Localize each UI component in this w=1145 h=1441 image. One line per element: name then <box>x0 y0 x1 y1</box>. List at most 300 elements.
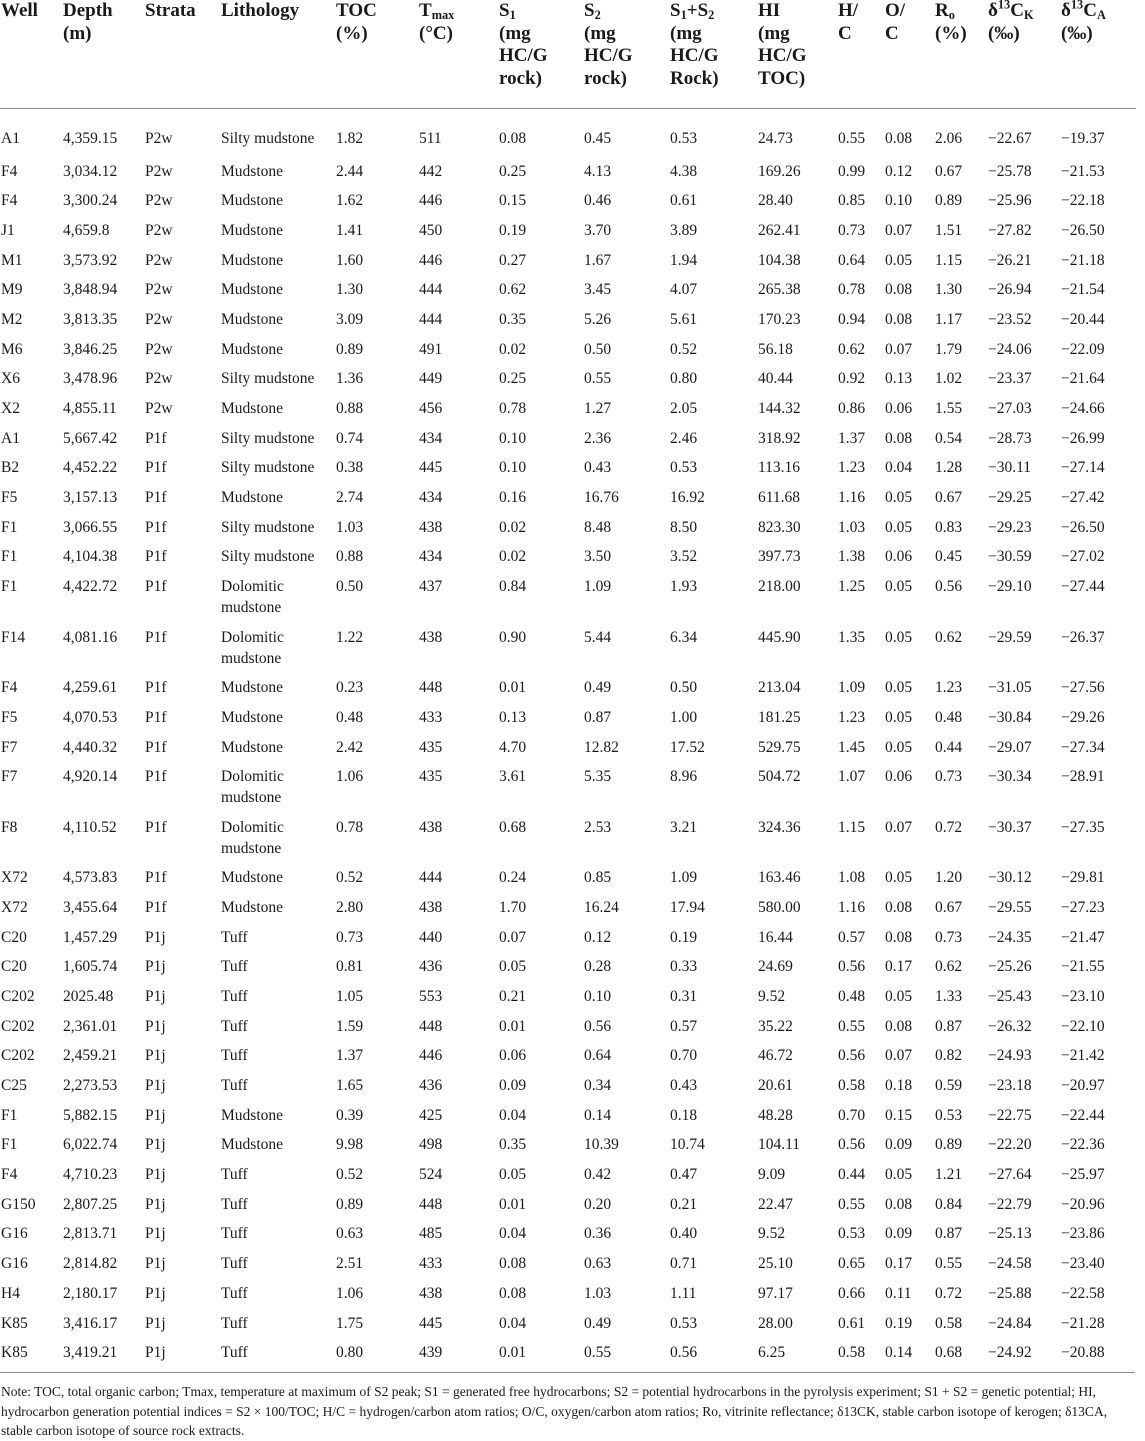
cell-ro: 1.23 <box>935 679 963 697</box>
table-row <box>0 813 1136 864</box>
cell-depth: 2,361.01 <box>63 1017 118 1035</box>
cell-d13ck: −25.78 <box>988 162 1032 180</box>
cell-s1: 0.84 <box>499 578 527 596</box>
cell-depth: 2,807.25 <box>63 1195 118 1213</box>
cell-hi: 823.30 <box>758 518 801 536</box>
cell-toc: 1.62 <box>336 192 364 210</box>
cell-well: F1 <box>1 548 18 566</box>
cell-hc: 0.65 <box>838 1255 866 1273</box>
cell-s2: 0.46 <box>584 192 612 210</box>
cell-s2: 16.76 <box>584 489 619 507</box>
cell-lithology: Dolomitic mudstone <box>221 578 284 617</box>
cell-hi: 48.28 <box>758 1106 793 1124</box>
cell-strata: P1j <box>145 1284 166 1302</box>
cell-d13ck: −24.93 <box>988 1047 1032 1065</box>
cell-toc: 1.60 <box>336 251 364 269</box>
cell-d13ca: −21.53 <box>1061 162 1105 180</box>
cell-oc: 0.10 <box>885 192 913 210</box>
cell-s2: 0.28 <box>584 958 612 976</box>
cell-d13ca: −28.91 <box>1061 768 1105 786</box>
table-row <box>0 453 1136 483</box>
cell-s1-plus-s2: 0.57 <box>670 1017 698 1035</box>
col-header-tmax: $T_{max}$ (°C) <box>419 0 499 108</box>
cell-s1-plus-s2: 1.93 <box>670 578 698 596</box>
cell-depth: 4,855.11 <box>63 400 117 417</box>
table-row <box>0 673 1136 703</box>
cell-d13ck: −23.37 <box>988 370 1032 388</box>
cell-d13ck: −26.21 <box>988 251 1032 269</box>
table-row <box>0 703 1136 733</box>
cell-d13ca: −22.10 <box>1061 1017 1105 1035</box>
cell-s2: 0.87 <box>584 708 612 726</box>
cell-d13ca: −26.50 <box>1061 221 1105 239</box>
cell-toc: 2.80 <box>336 898 364 916</box>
cell-s1-plus-s2: 3.89 <box>670 221 698 239</box>
cell-d13ck: −25.43 <box>988 987 1032 1005</box>
cell-depth: 3,300.24 <box>63 192 118 210</box>
cell-s1: 0.21 <box>499 987 527 1005</box>
cell-hc: 1.45 <box>838 738 866 756</box>
table-row <box>0 216 1136 246</box>
cell-s1: 0.25 <box>499 370 527 388</box>
cell-hc: 0.99 <box>838 162 866 180</box>
cell-s1: 0.04 <box>499 1225 527 1243</box>
cell-d13ca: −20.96 <box>1061 1195 1105 1213</box>
cell-d13ca: −27.56 <box>1061 679 1105 697</box>
table-row <box>0 623 1136 674</box>
cell-depth: 4,710.23 <box>63 1166 118 1184</box>
cell-d13ck: −29.59 <box>988 628 1032 646</box>
cell-depth: 2,273.53 <box>63 1077 118 1094</box>
col-header-d13ca: $\delta^{13}C_A$ (‰) <box>1061 0 1136 108</box>
cell-hi: 262.41 <box>758 221 801 239</box>
cell-lithology: Silty mudstone <box>221 129 315 147</box>
cell-strata: P2w <box>145 221 173 239</box>
cell-tmax: 439 <box>419 1344 443 1362</box>
cell-ro: 1.17 <box>935 310 963 328</box>
cell-well: B2 <box>1 459 20 477</box>
cell-d13ck: −29.23 <box>988 518 1032 536</box>
cell-toc: 0.39 <box>336 1106 364 1124</box>
cell-s1: 0.25 <box>499 162 527 180</box>
cell-lithology: Mudstone <box>221 1106 283 1124</box>
cell-tmax: 444 <box>419 310 443 328</box>
cell-well: F1 <box>1 518 18 536</box>
cell-lithology: Tuff <box>221 958 248 976</box>
cell-d13ca: −26.99 <box>1061 429 1105 447</box>
cell-well: G150 <box>1 1195 36 1213</box>
cell-d13ck: −29.55 <box>988 898 1032 916</box>
cell-toc: 1.05 <box>336 987 364 1005</box>
cell-s1-plus-s2: 1.11 <box>670 1284 697 1302</box>
cell-depth: 5,667.42 <box>63 429 118 447</box>
cell-s2: 0.43 <box>584 459 612 477</box>
cell-strata: P1f <box>145 429 167 447</box>
cell-hi: 104.11 <box>758 1136 801 1154</box>
cell-s1-plus-s2: 4.07 <box>670 281 698 299</box>
col-header-d13ck: $\delta^{13}C_K$ (‰) <box>988 0 1061 108</box>
cell-s1-plus-s2: 8.50 <box>670 518 698 536</box>
cell-ro: 0.73 <box>935 768 963 786</box>
cell-hc: 0.66 <box>838 1284 866 1302</box>
cell-hi: 46.72 <box>758 1047 793 1065</box>
cell-strata: P1j <box>145 1255 166 1273</box>
cell-oc: 0.04 <box>885 459 913 477</box>
cell-tmax: 425 <box>419 1106 443 1124</box>
cell-toc: 2.51 <box>336 1255 364 1273</box>
cell-s1-plus-s2: 5.61 <box>670 310 698 328</box>
cell-s2: 5.44 <box>584 628 612 646</box>
cell-ro: 0.58 <box>935 1314 963 1332</box>
cell-hc: 1.25 <box>838 578 866 596</box>
cell-toc: 0.63 <box>336 1225 364 1243</box>
cell-hi: 6.25 <box>758 1344 786 1362</box>
cell-oc: 0.05 <box>885 738 913 756</box>
cell-hi: 318.92 <box>758 429 801 447</box>
cell-hc: 1.15 <box>838 818 866 836</box>
cell-lithology: Dolomitic mudstone <box>221 818 284 857</box>
cell-hi: 24.73 <box>758 129 793 147</box>
cell-hc: 0.48 <box>838 987 866 1005</box>
cell-strata: P2w <box>145 400 173 417</box>
cell-toc: 9.98 <box>336 1136 364 1154</box>
cell-hc: 0.61 <box>838 1314 866 1332</box>
cell-oc: 0.09 <box>885 1136 913 1154</box>
cell-s2: 0.56 <box>584 1017 612 1035</box>
cell-hi: 580.00 <box>758 898 801 916</box>
cell-tmax: 438 <box>419 518 443 536</box>
cell-ro: 0.87 <box>935 1225 963 1243</box>
cell-hc: 0.73 <box>838 221 866 239</box>
cell-lithology: Mudstone <box>221 192 283 210</box>
cell-lithology: Tuff <box>221 1255 248 1273</box>
cell-well: F4 <box>1 162 18 180</box>
cell-well: F4 <box>1 679 18 697</box>
cell-tmax: 511 <box>419 129 442 147</box>
cell-toc: 0.48 <box>336 708 364 726</box>
cell-ro: 0.62 <box>935 628 963 646</box>
cell-depth: 4,259.61 <box>63 679 118 697</box>
cell-oc: 0.14 <box>885 1344 913 1362</box>
cell-ro: 0.72 <box>935 1284 963 1302</box>
cell-well: G16 <box>1 1255 28 1273</box>
cell-s1: 4.70 <box>499 738 527 756</box>
cell-s1: 0.62 <box>499 281 527 299</box>
cell-s1: 0.04 <box>499 1314 527 1332</box>
cell-toc: 2.42 <box>336 738 364 756</box>
cell-strata: P1f <box>145 628 167 646</box>
col-header-hi: HI (mg HC/G TOC) <box>758 0 838 108</box>
cell-tmax: 442 <box>419 162 443 180</box>
cell-d13ck: −31.05 <box>988 679 1032 697</box>
cell-strata: P2w <box>145 129 173 147</box>
cell-tmax: 434 <box>419 548 443 566</box>
cell-oc: 0.08 <box>885 281 913 299</box>
cell-ro: 0.56 <box>935 578 963 596</box>
cell-s1: 0.05 <box>499 958 527 976</box>
cell-hi: 9.09 <box>758 1166 786 1184</box>
cell-hi: 529.75 <box>758 738 801 756</box>
cell-d13ca: −23.10 <box>1061 987 1105 1005</box>
cell-lithology: Silty mudstone <box>221 459 315 477</box>
cell-oc: 0.05 <box>885 518 913 536</box>
cell-ro: 0.87 <box>935 1017 963 1035</box>
cell-toc: 0.81 <box>336 958 364 976</box>
cell-tmax: 456 <box>419 400 443 417</box>
cell-depth: 2,180.17 <box>63 1284 118 1302</box>
cell-d13ck: −24.35 <box>988 928 1032 946</box>
cell-tmax: 444 <box>419 281 443 299</box>
cell-hi: 56.18 <box>758 340 793 358</box>
cell-s1: 0.04 <box>499 1106 527 1124</box>
cell-s1: 0.13 <box>499 708 527 726</box>
cell-oc: 0.07 <box>885 340 913 358</box>
cell-well: C20 <box>1 928 27 946</box>
cell-s1: 0.08 <box>499 129 527 147</box>
cell-oc: 0.19 <box>885 1314 913 1332</box>
cell-hc: 1.35 <box>838 628 866 646</box>
cell-tmax: 485 <box>419 1225 443 1243</box>
cell-depth: 3,813.35 <box>63 310 118 328</box>
cell-depth: 6,022.74 <box>63 1136 118 1154</box>
cell-d13ca: −21.64 <box>1061 370 1105 388</box>
cell-ro: 0.44 <box>935 738 963 756</box>
cell-strata: P1j <box>145 1166 166 1184</box>
cell-tmax: 434 <box>419 429 443 447</box>
cell-hi: 20.61 <box>758 1077 793 1094</box>
cell-hc: 0.56 <box>838 1136 866 1154</box>
cell-s2: 0.42 <box>584 1166 612 1184</box>
cell-hi: 170.23 <box>758 310 801 328</box>
cell-lithology: Mudstone <box>221 898 283 916</box>
cell-d13ck: −27.64 <box>988 1166 1032 1184</box>
cell-tmax: 436 <box>419 958 443 976</box>
cell-s1-plus-s2: 1.94 <box>670 251 698 269</box>
table-row <box>0 1338 1136 1368</box>
cell-toc: 1.59 <box>336 1017 364 1035</box>
cell-strata: P1f <box>145 738 167 756</box>
cell-hc: 0.58 <box>838 1344 866 1362</box>
col-header-hc: H/ C <box>838 0 885 108</box>
cell-depth: 4,659.8 <box>63 221 110 239</box>
cell-d13ca: −27.42 <box>1061 489 1105 507</box>
cell-lithology: Mudstone <box>221 708 283 726</box>
cell-well: X72 <box>1 898 28 916</box>
cell-s2: 3.45 <box>584 281 612 299</box>
cell-well: F1 <box>1 1106 18 1124</box>
cell-ro: 1.02 <box>935 370 963 388</box>
cell-strata: P1j <box>145 1225 166 1243</box>
cell-lithology: Tuff <box>221 1017 248 1035</box>
cell-well: M1 <box>1 251 23 269</box>
cell-oc: 0.05 <box>885 708 913 726</box>
cell-d13ca: −21.55 <box>1061 958 1105 976</box>
col-header-s2: $S_2$ (mg HC/G rock) <box>584 0 670 108</box>
cell-d13ca: −27.35 <box>1061 818 1105 836</box>
cell-s1-plus-s2: 3.21 <box>670 818 698 836</box>
cell-depth: 4,070.53 <box>63 708 118 726</box>
cell-s1-plus-s2: 0.40 <box>670 1225 698 1243</box>
cell-hc: 1.38 <box>838 548 866 566</box>
cell-oc: 0.05 <box>885 251 913 269</box>
cell-d13ck: −26.94 <box>988 281 1032 299</box>
cell-oc: 0.06 <box>885 400 913 417</box>
cell-lithology: Tuff <box>221 1166 248 1184</box>
cell-tmax: 437 <box>419 578 443 596</box>
cell-hi: 265.38 <box>758 281 801 299</box>
cell-toc: 1.37 <box>336 1047 364 1065</box>
cell-d13ck: −23.18 <box>988 1077 1032 1094</box>
cell-oc: 0.09 <box>885 1225 913 1243</box>
cell-s1-plus-s2: 0.43 <box>670 1077 698 1094</box>
cell-well: F8 <box>1 818 18 836</box>
cell-hi: 169.26 <box>758 162 801 180</box>
cell-well: G16 <box>1 1225 28 1243</box>
cell-tmax: 445 <box>419 1314 443 1332</box>
cell-oc: 0.18 <box>885 1077 913 1094</box>
cell-well: K85 <box>1 1314 28 1332</box>
cell-strata: P1f <box>145 459 167 477</box>
cell-toc: 0.89 <box>336 340 364 358</box>
cell-hc: 0.64 <box>838 251 866 269</box>
cell-ro: 0.48 <box>935 708 963 726</box>
cell-ro: 0.72 <box>935 818 963 836</box>
cell-oc: 0.08 <box>885 1017 913 1035</box>
cell-toc: 0.23 <box>336 679 364 697</box>
cell-hc: 0.44 <box>838 1166 866 1184</box>
cell-oc: 0.05 <box>885 578 913 596</box>
cell-well: F1 <box>1 1136 18 1154</box>
cell-s2: 0.55 <box>584 370 612 388</box>
cell-s1: 0.02 <box>499 340 527 358</box>
cell-depth: 4,104.38 <box>63 548 118 566</box>
cell-s2: 4.13 <box>584 162 612 180</box>
cell-well: C20 <box>1 958 27 976</box>
cell-depth: 3,455.64 <box>63 898 118 916</box>
cell-hi: 9.52 <box>758 987 786 1005</box>
cell-hi: 97.17 <box>758 1284 793 1302</box>
cell-well: F7 <box>1 768 18 786</box>
table-bottom-rule <box>0 1372 1135 1373</box>
cell-depth: 3,066.55 <box>63 518 118 536</box>
cell-lithology: Silty mudstone <box>221 548 315 566</box>
cell-strata: P2w <box>145 370 173 388</box>
cell-strata: P1j <box>145 928 166 946</box>
cell-hc: 0.55 <box>838 1195 866 1213</box>
table-row <box>0 275 1136 305</box>
cell-d13ca: −26.50 <box>1061 518 1105 536</box>
cell-strata: P1f <box>145 578 167 596</box>
cell-oc: 0.17 <box>885 958 913 976</box>
cell-s2: 2.53 <box>584 818 612 836</box>
cell-strata: P2w <box>145 281 173 299</box>
cell-toc: 0.89 <box>336 1195 364 1213</box>
cell-s2: 12.82 <box>584 738 619 756</box>
cell-strata: P1f <box>145 818 167 836</box>
cell-hi: 113.16 <box>758 459 801 477</box>
cell-depth: 1,605.74 <box>63 958 118 976</box>
cell-well: X6 <box>1 370 20 388</box>
cell-hc: 0.53 <box>838 1225 866 1243</box>
cell-s1-plus-s2: 0.52 <box>670 340 698 358</box>
cell-s1-plus-s2: 0.19 <box>670 928 698 946</box>
cell-s1: 0.27 <box>499 251 527 269</box>
cell-well: J1 <box>1 221 15 239</box>
cell-toc: 0.52 <box>336 1166 364 1184</box>
cell-s1-plus-s2: 0.21 <box>670 1195 698 1213</box>
table-row <box>0 952 1136 982</box>
cell-depth: 4,359.15 <box>63 129 118 147</box>
cell-ro: 1.30 <box>935 281 963 299</box>
cell-hc: 0.58 <box>838 1077 866 1094</box>
cell-s2: 0.12 <box>584 928 612 946</box>
cell-lithology: Tuff <box>221 1284 248 1302</box>
cell-strata: P1j <box>145 1047 166 1065</box>
cell-s1: 0.90 <box>499 628 527 646</box>
cell-s1: 0.10 <box>499 459 527 477</box>
cell-hc: 0.78 <box>838 281 866 299</box>
cell-oc: 0.13 <box>885 370 913 388</box>
cell-s2: 1.03 <box>584 1284 612 1302</box>
cell-ro: 0.67 <box>935 489 963 507</box>
cell-tmax: 445 <box>419 459 443 477</box>
cell-s1: 0.78 <box>499 400 527 417</box>
table-row <box>0 157 1136 187</box>
cell-d13ck: −30.12 <box>988 869 1032 887</box>
cell-hi: 611.68 <box>758 489 801 507</box>
cell-toc: 2.74 <box>336 489 364 507</box>
cell-s1: 0.24 <box>499 869 527 887</box>
table-row <box>0 1309 1136 1339</box>
cell-d13ca: −21.18 <box>1061 251 1105 269</box>
cell-well: F1 <box>1 578 18 596</box>
cell-hi: 324.36 <box>758 818 801 836</box>
cell-s1-plus-s2: 10.74 <box>670 1136 705 1154</box>
cell-d13ca: −22.09 <box>1061 340 1105 358</box>
cell-d13ck: −24.84 <box>988 1314 1032 1332</box>
cell-s1: 0.06 <box>499 1047 527 1065</box>
cell-d13ca: −24.66 <box>1061 400 1105 417</box>
cell-d13ca: −27.14 <box>1061 459 1105 477</box>
cell-depth: 1,457.29 <box>63 928 118 946</box>
cell-hc: 0.55 <box>838 129 866 147</box>
col-header-ro: $R_o$ (%) <box>935 0 988 108</box>
cell-depth: 4,573.83 <box>63 869 118 887</box>
cell-ro: 0.73 <box>935 928 963 946</box>
cell-s2: 5.26 <box>584 310 612 328</box>
col-header-oc: O/ C <box>885 0 935 108</box>
cell-tmax: 491 <box>419 340 443 358</box>
cell-ro: 1.20 <box>935 869 963 887</box>
cell-s1: 0.10 <box>499 429 527 447</box>
cell-tmax: 448 <box>419 1017 443 1035</box>
table-row <box>0 424 1136 454</box>
cell-lithology: Mudstone <box>221 251 283 269</box>
cell-strata: P1f <box>145 489 167 507</box>
cell-depth: 4,081.16 <box>63 628 118 646</box>
cell-hi: 9.52 <box>758 1225 786 1243</box>
cell-hc: 0.62 <box>838 340 866 358</box>
cell-hc: 1.37 <box>838 429 866 447</box>
cell-d13ck: −22.75 <box>988 1106 1032 1124</box>
cell-d13ck: −30.34 <box>988 768 1032 786</box>
cell-ro: 2.06 <box>935 129 963 147</box>
cell-s2: 5.35 <box>584 768 612 786</box>
cell-s2: 0.14 <box>584 1106 612 1124</box>
cell-d13ca: −21.28 <box>1061 1314 1105 1332</box>
cell-d13ca: −29.26 <box>1061 708 1105 726</box>
cell-s2: 3.70 <box>584 221 612 239</box>
